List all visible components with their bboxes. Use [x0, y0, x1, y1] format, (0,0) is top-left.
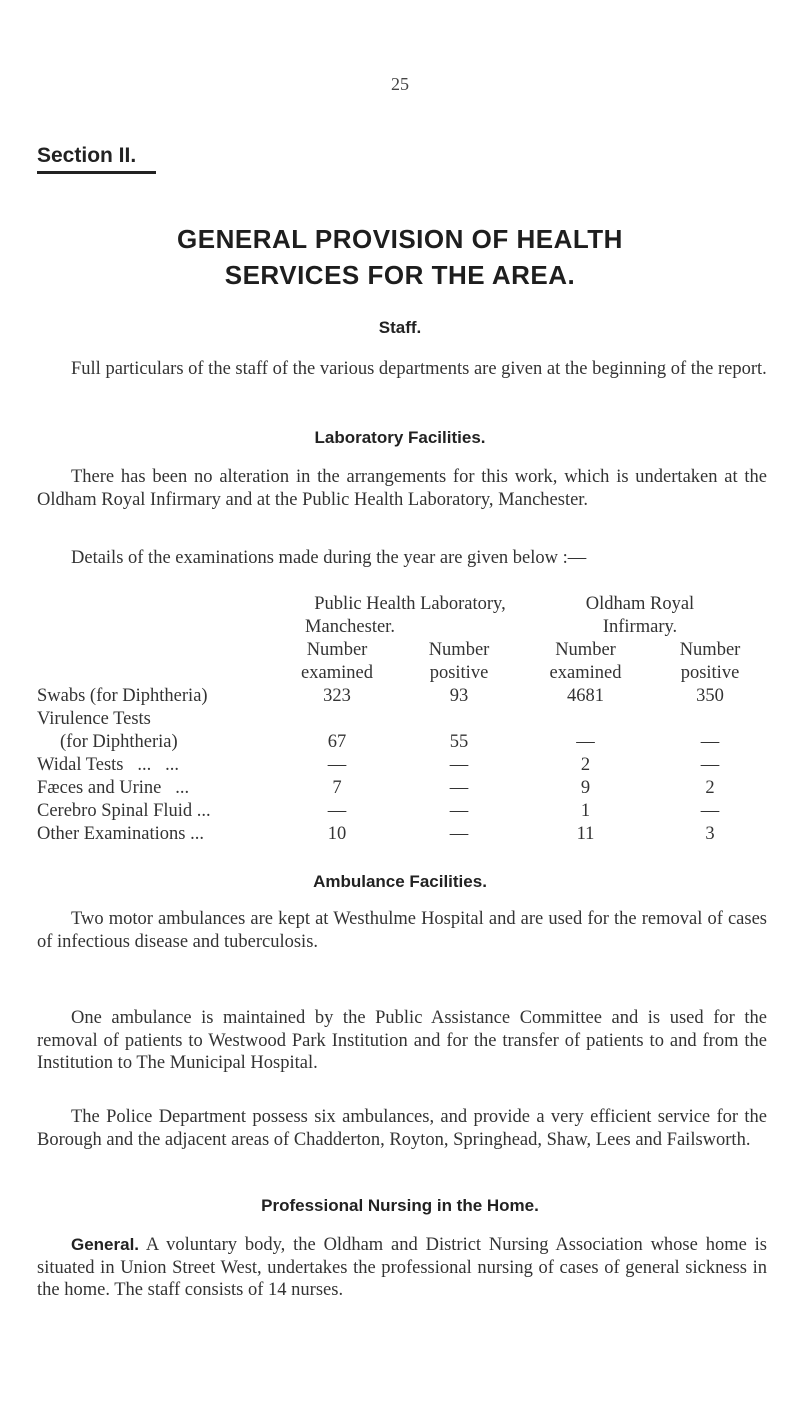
section-underline [37, 171, 156, 174]
group-header-oldham-line-2: Infirmary. [602, 617, 678, 637]
row-label: Fæces and Urine ... [37, 778, 190, 798]
cell-value: 3 [705, 824, 715, 844]
cell-value: — [449, 778, 469, 798]
laboratory-heading: Laboratory Facilities. [314, 428, 486, 447]
nursing-text: A voluntary body, the Oldham and District Nursing Association whose home is situated in Union Street West, undertakes the professional nursing of cases of general sickness in the home. The staff consists of 14 nurses. [37, 1235, 767, 1300]
cell-value: 67 [327, 732, 347, 752]
ambulance-paragraph-3: The Police Department possess six ambulances, and provide a very efficient service for the Borough and the adjacent areas of Chadderton, Royton, Springhead, Shaw, Lees and Failsworth. [37, 1107, 767, 1150]
group-header-manchester-line-2: Manchester. [305, 617, 395, 637]
col-header-2-line-2: positive [429, 663, 489, 683]
col-header-2-line-1: Number [428, 640, 490, 660]
col-header-3-line-1: Number [555, 640, 616, 660]
ambulance-heading: Ambulance Facilities. [313, 872, 487, 891]
col-header-4-line-1: Number [679, 640, 741, 660]
col-header-1-line-2: examined [301, 663, 373, 683]
cell-value: 7 [332, 778, 342, 798]
cell-value: 93 [449, 686, 469, 706]
staff-heading: Staff. [378, 318, 422, 337]
group-header-oldham-line-1: Oldham Royal [585, 594, 695, 614]
col-header-1-line-1: Number [306, 640, 368, 660]
laboratory-paragraph-2: Details of the examinations made during the year are given below :— [71, 548, 587, 568]
row-label: Widal Tests ... ... [37, 755, 180, 775]
ambulance-paragraph-2: One ambulance is maintained by the Public Assistance Committee and is used for the removal of patients to Westwood Park Institution and for the transfer of patients to and from the Institution to The Municipal Hospital. [37, 1008, 767, 1073]
cell-value: — [700, 732, 720, 752]
row-label: Other Examinations ... [37, 824, 204, 844]
cell-value: 55 [449, 732, 469, 752]
row-label: Cerebro Spinal Fluid ... [37, 801, 211, 821]
cell-value: 4681 [567, 686, 604, 706]
laboratory-paragraph-1: There has been no alteration in the arrangements for this work, which is undertaken at the Oldham Royal Infirmary and at the Public Health Laboratory, Manchester. [37, 467, 767, 510]
col-header-3-line-2: examined [549, 663, 622, 683]
cell-value: — [700, 755, 720, 775]
cell-value: 9 [580, 778, 591, 798]
cell-value: 323 [323, 686, 351, 706]
cell-value: 350 [696, 686, 724, 706]
cell-value: — [327, 801, 347, 821]
main-title-line-2: SERVICES FOR THE AREA. [224, 260, 576, 290]
cell-value: 10 [327, 824, 347, 844]
row-label: Swabs (for Diphtheria) [37, 686, 208, 706]
section-label: Section II. [37, 144, 137, 167]
cell-value: — [700, 801, 720, 821]
cell-value: — [576, 732, 595, 752]
row-label: Virulence Tests [37, 709, 151, 729]
staff-paragraph: Full particulars of the staff of the various departments are given at the beginning of the report. [71, 359, 767, 379]
cell-value: — [449, 755, 469, 775]
nursing-heading: Professional Nursing in the Home. [261, 1196, 539, 1215]
cell-value: — [327, 755, 347, 775]
cell-value: 2 [580, 755, 591, 775]
cell-value: 11 [576, 824, 595, 844]
group-header-manchester-line-1: Public Health Laboratory, [314, 594, 506, 614]
row-label: (for Diphtheria) [60, 732, 178, 752]
cell-value: — [449, 824, 469, 844]
cell-value: 2 [705, 778, 715, 798]
cell-value: 1 [580, 801, 591, 821]
cell-value: — [449, 801, 469, 821]
ambulance-paragraph-1: Two motor ambulances are kept at Westhulme Hospital and are used for the removal of cases of infectious disease and tuberculosis. [37, 909, 767, 952]
nursing-paragraph [37, 1234, 767, 1302]
page-number: 25 [391, 74, 409, 94]
main-title-line-1: GENERAL PROVISION OF HEALTH [177, 224, 623, 254]
col-header-4-line-2: positive [680, 663, 740, 683]
nursing-lead: General. [71, 1235, 140, 1254]
